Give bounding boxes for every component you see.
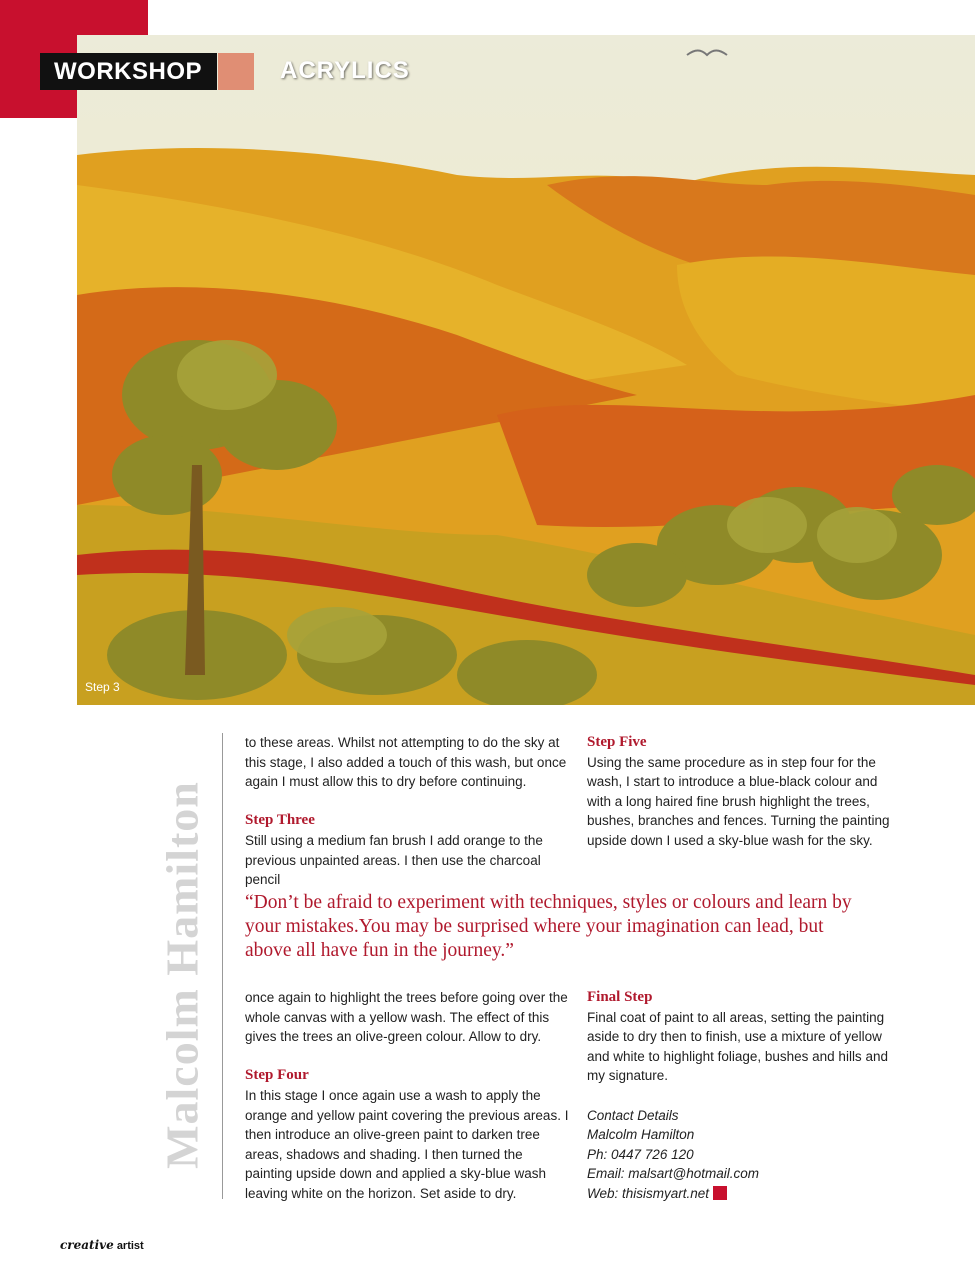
step-three-text: Still using a medium fan brush I add orange to the previous unpainted areas. I then use the charcoal pencil bbox=[245, 832, 543, 888]
column-bottom-left bbox=[245, 988, 570, 1204]
contact-email bbox=[587, 1164, 902, 1184]
contact-web-link[interactable]: Web: thisismyart.net bbox=[587, 1185, 710, 1201]
footer-logo bbox=[60, 1238, 144, 1252]
contact-email-link[interactable]: Email: malsart@hotmail.com bbox=[587, 1166, 759, 1182]
step-four-heading: Step Four bbox=[245, 1067, 309, 1084]
paragraph: once again to highlight the trees before going over the whole canvas with a yellow wash. The effect of this gives the trees an olive-green colour. Allow to dry. bbox=[245, 990, 568, 1045]
column-bottom-right bbox=[587, 988, 902, 1204]
column-top-left bbox=[245, 733, 570, 890]
landscape-painting bbox=[77, 35, 975, 705]
column-divider bbox=[222, 733, 223, 1199]
contact-web bbox=[587, 1184, 902, 1204]
figure-caption: Step 3 bbox=[85, 680, 120, 694]
paragraph: to these areas. Whilst not attempting to do the sky at this stage, I also added a touch of this wash, but once again I must allow this to dry before continuing. bbox=[245, 735, 567, 790]
step-four-text: In this stage I once again use a wash to apply the orange and yellow paint covering the previous areas. I then introduce an olive-green paint to darken tree areas, shadows and shading. I then turned the painting upside down and applied a sky-blue wash leaving white on the horizon. Set aside to dry. bbox=[245, 1087, 569, 1201]
final-step-text: Final coat of paint to all areas, setting the painting aside to dry then to finish, use a mixture of yellow and white to highlight foliage, bushes and hills and my signature. bbox=[587, 1009, 888, 1084]
step-five-heading: Step Five bbox=[587, 734, 647, 750]
workshop-badge: WORKSHOP bbox=[40, 53, 217, 90]
final-step-heading: Final Step bbox=[587, 989, 653, 1005]
footer-brand-word: artist bbox=[116, 1240, 144, 1252]
section-label: ACRYLICS bbox=[280, 57, 410, 84]
contact-name: Malcolm Hamilton bbox=[587, 1127, 695, 1143]
badge-swatch bbox=[218, 53, 254, 90]
contact-title: Contact Details bbox=[587, 1107, 679, 1123]
end-mark bbox=[713, 1186, 727, 1200]
author-name-vertical: Malcolm Hamilton bbox=[156, 781, 208, 1169]
step-three-heading: Step Three bbox=[245, 812, 315, 829]
painting-illustration bbox=[77, 35, 975, 705]
step-five-text: Using the same procedure as in step four for the wash, I start to introduce a blue-black colour and with a long haired fine brush highlight the trees, bushes, branches and fences. Turning the painting upside down I used a sky-blue wash for the sky. bbox=[587, 754, 890, 848]
column-top-right bbox=[587, 733, 902, 851]
pull-quote: “Don’t be afraid to experiment with techniques, styles or colours and learn by your mistakes.You may be surprised where your imagination can lead, but above all have fun in the journey.” bbox=[245, 892, 852, 961]
footer-brand-script: creative bbox=[60, 1238, 114, 1252]
contact-phone: Ph: 0447 726 120 bbox=[587, 1146, 694, 1162]
